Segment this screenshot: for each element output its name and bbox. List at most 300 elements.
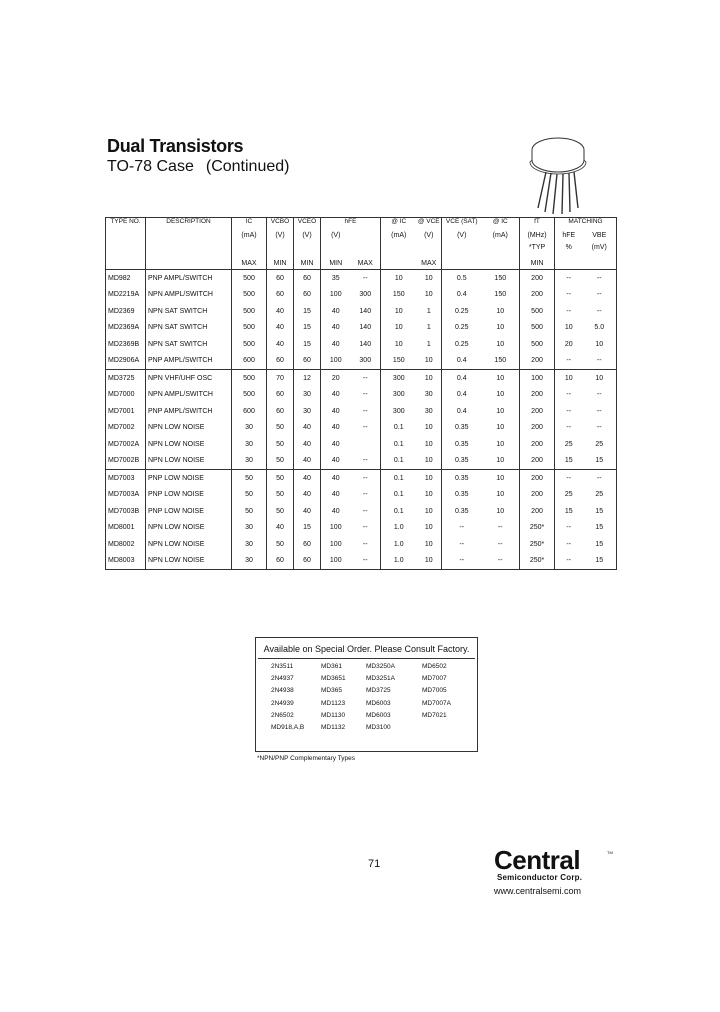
table-cell: 50 xyxy=(267,420,294,437)
table-cell: 140 xyxy=(351,336,381,353)
table-cell: 30 xyxy=(232,553,267,570)
table-cell: 30 xyxy=(232,453,267,470)
unit-at-ic: (mA) xyxy=(391,231,407,239)
table-cell: -- xyxy=(482,536,520,553)
table-cell: 200 xyxy=(520,470,555,487)
special-order-item: MD918,A,B xyxy=(271,723,305,731)
table-units-row-2 xyxy=(106,241,617,253)
table-cell: 10 xyxy=(417,436,442,453)
table-cell: MD2906A xyxy=(106,353,146,370)
table-cell: 0.35 xyxy=(454,491,469,499)
table-cell: 200 xyxy=(520,453,555,470)
special-order-item: MD3651 xyxy=(321,675,346,683)
table-row xyxy=(106,453,617,470)
table-cell: NPN VHF/UHF OSC xyxy=(146,370,232,387)
table-cell: 0.4 xyxy=(456,357,467,365)
col-vceo: VCEO xyxy=(294,218,321,230)
table-cell: -- xyxy=(596,307,602,315)
table-cell: 15 xyxy=(294,336,321,353)
special-order-item: MD3100 xyxy=(366,723,391,731)
table-cell: 10 xyxy=(482,503,520,520)
table-cell: 300 xyxy=(392,391,405,399)
table-cell: 70 xyxy=(267,370,294,387)
table-cell: 50 xyxy=(267,436,294,453)
table-cell: 10 xyxy=(482,303,520,320)
unit-vce-sat: (V) xyxy=(457,231,467,239)
table-cell: 30 xyxy=(232,536,267,553)
table-cell: 30 xyxy=(232,520,267,537)
table-cell: 50 xyxy=(267,453,294,470)
table-cell: 10 xyxy=(482,436,520,453)
table-cell: -- xyxy=(566,407,572,415)
table-cell: -- xyxy=(596,291,602,299)
table-cell: 500 xyxy=(232,287,267,304)
table-cell: 250* xyxy=(520,536,555,553)
company-url: www.centralsemi.com xyxy=(494,886,582,896)
col-description: DESCRIPTION xyxy=(146,218,232,230)
table-cell: 300 xyxy=(392,407,405,415)
table-cell: 40 xyxy=(294,503,321,520)
table-cell: 100 xyxy=(329,557,342,565)
table-cell: 10 xyxy=(394,274,403,282)
table-cell: MD2219A xyxy=(106,287,146,304)
table-cell: 15 xyxy=(294,320,321,337)
page-subtitle xyxy=(107,158,289,176)
table-cell: 500 xyxy=(520,320,555,337)
table-cell: 250* xyxy=(520,520,555,537)
table-cell: 0.1 xyxy=(393,457,404,465)
table-cell: 40 xyxy=(331,307,340,315)
table-row xyxy=(106,370,617,387)
table-cell: 0.25 xyxy=(454,324,469,332)
table-row xyxy=(106,387,617,404)
table-cell: 60 xyxy=(294,553,321,570)
table-cell: 40 xyxy=(294,470,321,487)
table-cell: 0.4 xyxy=(456,291,467,299)
table-cell: 500 xyxy=(232,303,267,320)
table-row xyxy=(106,336,617,353)
table-cell: 100 xyxy=(329,524,342,532)
table-cell: 200 xyxy=(520,403,555,420)
table-cell: -- xyxy=(566,291,572,299)
table-cell: NPN LOW NOISE xyxy=(146,553,232,570)
table-cell: -- xyxy=(555,470,583,487)
table-cell: -- xyxy=(351,370,381,387)
page-number: 71 xyxy=(368,858,381,870)
table-cell: MD7000 xyxy=(106,387,146,404)
table-cell: 15 xyxy=(595,540,604,548)
table-cell: 10 xyxy=(394,324,403,332)
table-cell: 10 xyxy=(482,336,520,353)
table-cell: 10 xyxy=(482,403,520,420)
table-cell: 60 xyxy=(267,403,294,420)
table-cell: 35 xyxy=(331,274,340,282)
table-cell: 25 xyxy=(595,440,604,448)
unit-at-vce: (V) xyxy=(417,229,442,241)
table-cell: 500 xyxy=(520,303,555,320)
table-cell: 15 xyxy=(564,507,573,515)
table-cell: 10 xyxy=(394,340,403,348)
table-cell: 50 xyxy=(267,470,294,487)
table-cell: -- xyxy=(482,520,520,537)
table-cell: 10 xyxy=(417,553,442,570)
table-cell: 0.4 xyxy=(456,391,467,399)
table-cell: 40 xyxy=(331,391,340,399)
table-cell: -- xyxy=(566,557,572,565)
logo-subtitle: Semiconductor Corp. xyxy=(497,873,583,882)
table-cell: 10 xyxy=(417,287,442,304)
table-cell: -- xyxy=(351,487,381,504)
table-cell: MD982 xyxy=(106,270,146,287)
table-cell: 200 xyxy=(520,503,555,520)
table-cell: 600 xyxy=(232,353,267,370)
table-cell: 0.1 xyxy=(393,424,404,432)
table-cell: 30 xyxy=(417,387,442,404)
table-cell: 60 xyxy=(294,287,321,304)
special-order-item: 2N4938 xyxy=(271,687,294,695)
table-cell: 0.4 xyxy=(456,407,467,415)
special-order-item: MD6003 xyxy=(366,699,391,707)
table-cell: 30 xyxy=(232,436,267,453)
table-cell: 0.1 xyxy=(393,507,404,515)
table-cell: 15 xyxy=(294,303,321,320)
col-vce-sat: VCE (SAT) xyxy=(445,218,478,225)
special-order-item: MD7007A xyxy=(422,699,451,707)
table-cell: 1.0 xyxy=(393,540,404,548)
table-cell: PNP AMPL/SWITCH xyxy=(146,403,232,420)
minmax-ft: MIN xyxy=(520,253,555,270)
table-row xyxy=(106,487,617,504)
table-cell: 10 xyxy=(482,487,520,504)
table-cell: 50 xyxy=(232,470,267,487)
table-cell: 30 xyxy=(232,420,267,437)
table-cell: 40 xyxy=(331,440,340,448)
to78-transistor-icon xyxy=(520,128,590,218)
col-at-ic: @ IC xyxy=(391,218,407,225)
table-cell: -- xyxy=(566,357,572,365)
table-cell: 40 xyxy=(267,320,294,337)
table-cell: 250* xyxy=(520,553,555,570)
table-cell: 200 xyxy=(520,270,555,287)
special-order-item: MD3250A xyxy=(366,663,395,670)
table-cell: 500 xyxy=(232,320,267,337)
table-cell: 200 xyxy=(520,287,555,304)
table-cell: NPN LOW NOISE xyxy=(146,436,232,453)
table-cell: -- xyxy=(351,420,381,437)
col-vcbo: VCBO xyxy=(267,218,294,230)
table-cell: 500 xyxy=(232,336,267,353)
table-cell: -- xyxy=(566,307,572,315)
table-header-row xyxy=(106,218,617,230)
table-cell: -- xyxy=(596,274,602,282)
special-order-item: MD3251A xyxy=(366,675,395,683)
col-ic: IC xyxy=(232,218,267,230)
table-cell: 10 xyxy=(417,453,442,470)
table-cell: 40 xyxy=(267,520,294,537)
table-cell: NPN SAT SWITCH xyxy=(146,303,232,320)
table-cell: 10 xyxy=(482,470,520,487)
match-vbe-label: VBE xyxy=(592,231,607,239)
col-ft: fT xyxy=(520,218,555,230)
table-cell: 10 xyxy=(417,420,442,437)
table-cell: 0.25 xyxy=(454,340,469,348)
col-at-vce: @ VCE xyxy=(417,218,442,230)
table-cell: 500 xyxy=(232,387,267,404)
table-cell: MD7003B xyxy=(106,503,146,520)
table-cell: -- xyxy=(351,453,381,470)
table-units-row xyxy=(106,229,617,241)
special-order-item: MD1123 xyxy=(321,699,346,707)
table-cell: MD2369 xyxy=(106,303,146,320)
table-cell: -- xyxy=(351,387,381,404)
table-cell: 10 xyxy=(482,453,520,470)
table-cell: MD2369A xyxy=(106,320,146,337)
table-cell: 60 xyxy=(267,387,294,404)
table-cell: -- xyxy=(596,407,602,415)
table-cell: 10 xyxy=(583,370,617,387)
special-order-item: 2N4939 xyxy=(271,699,294,707)
table-cell: 50 xyxy=(232,487,267,504)
table-cell: -- xyxy=(566,424,572,432)
table-cell: 25 xyxy=(564,491,573,499)
table-cell: 15 xyxy=(564,457,573,465)
table-cell: -- xyxy=(351,520,381,537)
unit-vcbo: (V) xyxy=(267,229,294,241)
table-cell: -- xyxy=(351,536,381,553)
special-order-item: MD3725 xyxy=(366,687,391,695)
table-cell: 15 xyxy=(595,507,604,515)
special-order-item: 2N3511 xyxy=(271,663,294,670)
table-cell: 12 xyxy=(294,370,321,387)
subtitle-continued: (Continued) xyxy=(205,158,290,175)
table-cell: NPN LOW NOISE xyxy=(146,520,232,537)
table-cell: 500 xyxy=(520,336,555,353)
table-row xyxy=(106,420,617,437)
table-cell: 0.35 xyxy=(442,470,482,487)
table-cell: 100 xyxy=(329,291,342,299)
table-cell: NPN LOW NOISE xyxy=(146,420,232,437)
col-at-ic-2: @ IC xyxy=(482,218,520,230)
unit-match-vbe: (mV) xyxy=(591,243,607,251)
unit-at-ic-2: (mA) xyxy=(482,229,520,241)
table-row xyxy=(106,353,617,370)
table-cell: 500 xyxy=(232,370,267,387)
spec-table-body xyxy=(106,270,617,570)
table-cell: 10 xyxy=(417,503,442,520)
table-cell: 150 xyxy=(482,270,520,287)
table-cell: NPN SAT SWITCH xyxy=(146,336,232,353)
table-cell: 60 xyxy=(267,287,294,304)
table-cell: -- xyxy=(351,503,381,520)
table-cell: 30 xyxy=(417,403,442,420)
table-cell: MD7003A xyxy=(106,487,146,504)
table-cell: MD7003 xyxy=(106,470,146,487)
logo-trademark: TM xyxy=(607,850,613,855)
special-order-item: MD7007 xyxy=(422,675,447,683)
table-cell: 40 xyxy=(294,436,321,453)
table-row xyxy=(106,536,617,553)
special-order-item: MD1132 xyxy=(321,723,346,731)
minmax-hfe-min: MIN xyxy=(321,253,351,270)
table-cell: MD8003 xyxy=(106,553,146,570)
table-cell: 100 xyxy=(329,357,342,365)
table-row xyxy=(106,287,617,304)
table-cell: 40 xyxy=(331,340,340,348)
col-hfe: hFE xyxy=(321,218,381,230)
table-cell: -- xyxy=(459,540,465,548)
table-cell: 20 xyxy=(564,340,573,348)
table-cell: 200 xyxy=(520,487,555,504)
special-order-item: MD361 xyxy=(321,663,342,670)
table-cell: 10 xyxy=(417,520,442,537)
table-row xyxy=(106,470,617,487)
table-cell: -- xyxy=(566,540,572,548)
table-cell: 10 xyxy=(482,320,520,337)
table-cell: 1 xyxy=(417,303,442,320)
table-cell: 40 xyxy=(267,336,294,353)
table-cell: 100 xyxy=(329,540,342,548)
table-cell: 60 xyxy=(267,270,294,287)
table-cell: 25 xyxy=(595,491,604,499)
table-cell: 150 xyxy=(482,353,520,370)
table-cell: 40 xyxy=(267,303,294,320)
table-row xyxy=(106,320,617,337)
table-cell: PNP AMPL/SWITCH xyxy=(146,270,232,287)
table-cell: NPN LOW NOISE xyxy=(146,453,232,470)
table-cell: PNP LOW NOISE xyxy=(146,487,232,504)
table-cell: 50 xyxy=(267,536,294,553)
table-cell: 60 xyxy=(267,353,294,370)
table-cell: 0.1 xyxy=(393,440,404,448)
table-cell: 10 xyxy=(555,370,583,387)
table-cell: MD7002 xyxy=(106,420,146,437)
col-type: TYPE NO. xyxy=(106,218,146,230)
table-cell: 10 xyxy=(417,370,442,387)
special-order-item: MD7021 xyxy=(422,711,447,719)
table-cell: -- xyxy=(459,524,465,532)
table-cell: MD7001 xyxy=(106,403,146,420)
table-cell: 0.35 xyxy=(454,507,469,515)
table-cell: 40 xyxy=(331,457,340,465)
special-order-item: MD365 xyxy=(321,687,342,695)
table-cell: 50 xyxy=(267,503,294,520)
table-cell: 10 xyxy=(417,353,442,370)
minmax-vcbo: MIN xyxy=(267,253,294,270)
table-cell: 50 xyxy=(267,487,294,504)
table-cell: MD8002 xyxy=(106,536,146,553)
table-cell: MD3725 xyxy=(106,370,146,387)
table-cell: 15 xyxy=(595,524,604,532)
table-cell: NPN AMPL/SWITCH xyxy=(146,387,232,404)
table-cell: 40 xyxy=(294,420,321,437)
table-cell: -- xyxy=(566,391,572,399)
table-cell: 30 xyxy=(294,387,321,404)
table-cell: 1.0 xyxy=(393,557,404,565)
table-cell: 30 xyxy=(294,403,321,420)
table-cell: 0.1 xyxy=(393,491,404,499)
table-cell: 200 xyxy=(520,353,555,370)
table-cell: 10 xyxy=(482,420,520,437)
table-cell: 10 xyxy=(394,307,403,315)
subtitle-case: TO-78 Case xyxy=(107,158,194,175)
table-cell: 15 xyxy=(595,557,604,565)
table-cell: 40 xyxy=(294,453,321,470)
table-cell: 200 xyxy=(520,420,555,437)
table-cell: 60 xyxy=(267,553,294,570)
table-row xyxy=(106,403,617,420)
table-cell: 0.25 xyxy=(454,307,469,315)
table-cell: 1 xyxy=(417,320,442,337)
table-cell: 10 xyxy=(595,340,604,348)
page-title: Dual Transistors xyxy=(107,136,244,156)
table-cell: 200 xyxy=(520,436,555,453)
table-cell: -- xyxy=(482,553,520,570)
table-cell: -- xyxy=(351,553,381,570)
table-row xyxy=(106,270,617,287)
table-cell: 10 xyxy=(417,487,442,504)
table-cell: 40 xyxy=(331,407,340,415)
unit-match-hfe: % xyxy=(565,243,572,251)
table-cell: 100 xyxy=(520,370,555,387)
table-row xyxy=(106,303,617,320)
special-order-heading: Available on Special Order. Please Consult Factory. xyxy=(258,638,475,659)
table-cell: -- xyxy=(351,403,381,420)
table-cell: 0.35 xyxy=(454,440,469,448)
table-cell: 150 xyxy=(392,291,405,299)
table-cell: 10 xyxy=(417,270,442,287)
minmax-at-vce: MAX xyxy=(417,253,442,270)
table-cell: 300 xyxy=(381,370,417,387)
central-logo: Central xyxy=(494,845,581,875)
table-cell: 150 xyxy=(392,357,405,365)
table-cell: -- xyxy=(583,470,617,487)
table-cell: 60 xyxy=(294,353,321,370)
table-cell: -- xyxy=(459,557,465,565)
table-cell: PNP LOW NOISE xyxy=(146,470,232,487)
table-cell: 150 xyxy=(482,287,520,304)
special-order-grid xyxy=(271,663,477,731)
special-order-box xyxy=(255,637,478,752)
table-cell: 40 xyxy=(331,491,340,499)
table-cell: 0.4 xyxy=(442,370,482,387)
table-cell: 25 xyxy=(564,440,573,448)
table-cell: 20 xyxy=(321,370,351,387)
unit-ft-typ: *TYP xyxy=(520,241,555,253)
table-cell: 10 xyxy=(417,536,442,553)
table-cell: MD8001 xyxy=(106,520,146,537)
table-cell: 0.5 xyxy=(456,274,467,282)
table-cell: 300 xyxy=(351,287,381,304)
table-cell: 1 xyxy=(417,336,442,353)
table-cell: MD7002B xyxy=(106,453,146,470)
table-cell: PNP AMPL/SWITCH xyxy=(146,353,232,370)
table-row xyxy=(106,520,617,537)
spec-table xyxy=(105,217,617,570)
table-cell: 140 xyxy=(351,303,381,320)
special-order-item: 2N4937 xyxy=(271,675,294,683)
table-cell: 15 xyxy=(595,457,604,465)
col-matching: MATCHING xyxy=(568,218,603,225)
unit-ic: (mA) xyxy=(232,229,267,241)
table-cell: MD2369B xyxy=(106,336,146,353)
table-cell: 40 xyxy=(331,507,340,515)
table-cell: 40 xyxy=(331,424,340,432)
table-cell: 0.1 xyxy=(381,470,417,487)
table-cell: -- xyxy=(566,274,572,282)
table-cell: 600 xyxy=(232,403,267,420)
table-cell: 500 xyxy=(232,270,267,287)
table-cell xyxy=(351,436,381,453)
